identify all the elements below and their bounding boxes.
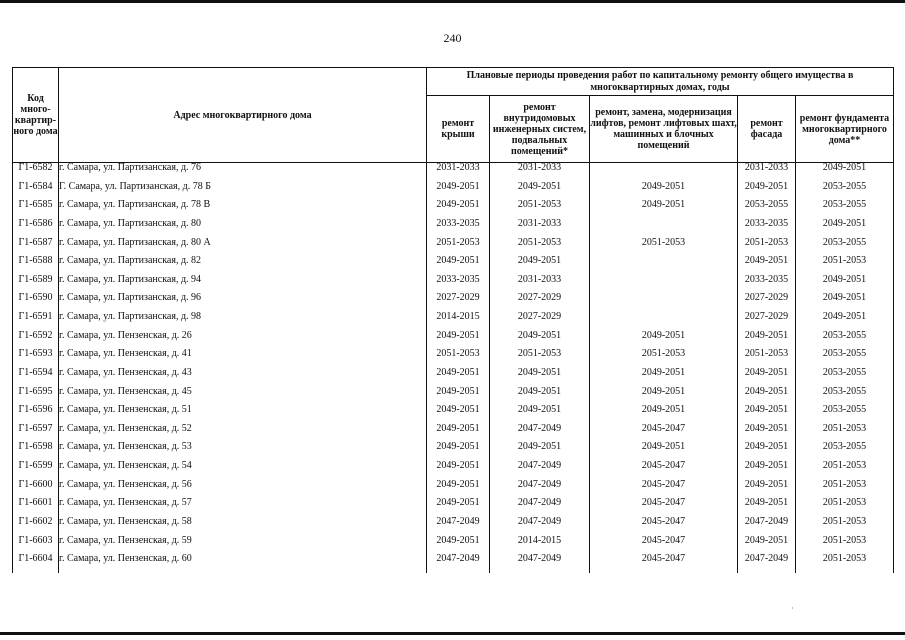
cell-roof-period: 2047-2049 (427, 517, 490, 536)
cell-code: Г1-6590 (13, 293, 59, 312)
repair-schedule-table (12, 67, 894, 573)
cell-address: г. Самара, ул. Пензенская, д. 41 (59, 349, 427, 368)
cell-lifts-period (590, 256, 738, 275)
cell-lifts-period: 2051-2053 (590, 349, 738, 368)
cell-roof-period: 2049-2051 (427, 387, 490, 406)
cell-facade-period: 2049-2051 (738, 480, 796, 499)
cell-lifts-period: 2049-2051 (590, 331, 738, 350)
cell-code: Г1-6601 (13, 498, 59, 517)
table-row (13, 182, 894, 201)
cell-code: Г1-6595 (13, 387, 59, 406)
cell-facade-period: 2049-2051 (738, 331, 796, 350)
table-row (13, 312, 894, 331)
cell-code: Г1-6587 (13, 238, 59, 257)
cell-lifts-period: 2049-2051 (590, 182, 738, 201)
column-header-address: Адрес многоквартирного дома (59, 68, 427, 163)
cell-foundation-period: 2051-2053 (796, 480, 894, 499)
table-row (13, 554, 894, 573)
cell-roof-period: 2031-2033 (427, 163, 490, 182)
cell-address: г. Самара, ул. Партизанская, д. 82 (59, 256, 427, 275)
cell-roof-period: 2049-2051 (427, 405, 490, 424)
cell-lifts-period: 2045-2047 (590, 461, 738, 480)
cell-lifts-period: 2049-2051 (590, 368, 738, 387)
cell-roof-period: 2033-2035 (427, 275, 490, 294)
cell-foundation-period: 2051-2053 (796, 256, 894, 275)
table-row (13, 517, 894, 536)
cell-address: г. Самара, ул. Партизанская, д. 96 (59, 293, 427, 312)
cell-address: г. Самара, ул. Пензенская, д. 60 (59, 554, 427, 573)
cell-foundation-period: 2053-2055 (796, 238, 894, 257)
cell-address: г. Самара, ул. Пензенская, д. 43 (59, 368, 427, 387)
cell-roof-period: 2049-2051 (427, 461, 490, 480)
cell-systems-period: 2031-2033 (490, 275, 590, 294)
cell-lifts-period (590, 275, 738, 294)
cell-foundation-period: 2053-2055 (796, 182, 894, 201)
cell-systems-period: 2049-2051 (490, 405, 590, 424)
cell-roof-period: 2014-2015 (427, 312, 490, 331)
cell-roof-period: 2033-2035 (427, 219, 490, 238)
cell-code: Г1-6586 (13, 219, 59, 238)
cell-facade-period: 2049-2051 (738, 368, 796, 387)
cell-roof-period: 2049-2051 (427, 424, 490, 443)
table-row (13, 275, 894, 294)
table-row (13, 387, 894, 406)
cell-facade-period: 2047-2049 (738, 554, 796, 573)
cell-systems-period: 2027-2029 (490, 293, 590, 312)
scan-dot-mark: ˙ (791, 606, 794, 616)
table-row (13, 480, 894, 499)
cell-foundation-period: 2053-2055 (796, 387, 894, 406)
cell-systems-period: 2049-2051 (490, 368, 590, 387)
cell-facade-period: 2053-2055 (738, 200, 796, 219)
cell-code: Г1-6596 (13, 405, 59, 424)
cell-facade-period: 2051-2053 (738, 238, 796, 257)
cell-lifts-period: 2045-2047 (590, 424, 738, 443)
cell-systems-period: 2027-2029 (490, 312, 590, 331)
column-header-roof: ремонт крыши (427, 96, 490, 163)
cell-foundation-period: 2049-2051 (796, 293, 894, 312)
column-header-facade: ремонт фасада (738, 96, 796, 163)
column-header-lifts: ремонт, замена, модернизация лифтов, ремонт лифтовых шахт, машинных и блочных помещений (590, 96, 738, 163)
cell-systems-period: 2047-2049 (490, 554, 590, 573)
cell-systems-period: 2047-2049 (490, 517, 590, 536)
cell-code: Г1-6592 (13, 331, 59, 350)
cell-address: г. Самара, ул. Партизанская, д. 80 (59, 219, 427, 238)
table-row (13, 405, 894, 424)
cell-facade-period: 2049-2051 (738, 498, 796, 517)
cell-code: Г1-6584 (13, 182, 59, 201)
cell-roof-period: 2049-2051 (427, 480, 490, 499)
cell-foundation-period: 2049-2051 (796, 219, 894, 238)
table-row (13, 163, 894, 182)
cell-roof-period: 2047-2049 (427, 554, 490, 573)
cell-systems-period: 2031-2033 (490, 219, 590, 238)
cell-address: Г. Самара, ул. Партизанская, д. 78 Б (59, 182, 427, 201)
table-row (13, 498, 894, 517)
cell-facade-period: 2049-2051 (738, 256, 796, 275)
cell-lifts-period: 2045-2047 (590, 480, 738, 499)
cell-address: г. Самара, ул. Пензенская, д. 51 (59, 405, 427, 424)
cell-lifts-period: 2049-2051 (590, 200, 738, 219)
column-group-header-periods: Плановые периоды проведения работ по капитальному ремонту общего имущества в многоквартирных домах, годы (427, 68, 894, 96)
cell-foundation-period: 2053-2055 (796, 405, 894, 424)
cell-foundation-period: 2049-2051 (796, 275, 894, 294)
cell-foundation-period: 2049-2051 (796, 312, 894, 331)
cell-systems-period: 2049-2051 (490, 331, 590, 350)
cell-code: Г1-6593 (13, 349, 59, 368)
cell-foundation-period: 2051-2053 (796, 517, 894, 536)
cell-address: г. Самара, ул. Партизанская, д. 80 А (59, 238, 427, 257)
cell-facade-period: 2051-2053 (738, 349, 796, 368)
cell-code: Г1-6585 (13, 200, 59, 219)
cell-systems-period: 2031-2033 (490, 163, 590, 182)
cell-foundation-period: 2053-2055 (796, 349, 894, 368)
cell-roof-period: 2051-2053 (427, 349, 490, 368)
cell-foundation-period: 2053-2055 (796, 200, 894, 219)
cell-systems-period: 2047-2049 (490, 461, 590, 480)
cell-code: Г1-6588 (13, 256, 59, 275)
cell-foundation-period: 2051-2053 (796, 554, 894, 573)
table-row (13, 256, 894, 275)
cell-lifts-period (590, 293, 738, 312)
cell-systems-period: 2049-2051 (490, 387, 590, 406)
cell-address: г. Самара, ул. Партизанская, д. 94 (59, 275, 427, 294)
cell-foundation-period: 2053-2055 (796, 331, 894, 350)
cell-address: г. Самара, ул. Пензенская, д. 53 (59, 442, 427, 461)
cell-lifts-period: 2049-2051 (590, 387, 738, 406)
cell-lifts-period: 2045-2047 (590, 554, 738, 573)
cell-code: Г1-6591 (13, 312, 59, 331)
cell-systems-period: 2051-2053 (490, 238, 590, 257)
cell-roof-period: 2049-2051 (427, 442, 490, 461)
cell-address: г. Самара, ул. Партизанская, д. 98 (59, 312, 427, 331)
cell-roof-period: 2049-2051 (427, 498, 490, 517)
cell-address: г. Самара, ул. Партизанская, д. 76 (59, 163, 427, 182)
cell-foundation-period: 2051-2053 (796, 424, 894, 443)
table-row (13, 331, 894, 350)
cell-facade-period: 2047-2049 (738, 517, 796, 536)
cell-foundation-period: 2049-2051 (796, 163, 894, 182)
cell-code: Г1-6582 (13, 163, 59, 182)
cell-code: Г1-6604 (13, 554, 59, 573)
cell-address: г. Самара, ул. Пензенская, д. 58 (59, 517, 427, 536)
table-row (13, 349, 894, 368)
cell-foundation-period: 2053-2055 (796, 442, 894, 461)
bottom-rule (0, 632, 905, 635)
table-row (13, 424, 894, 443)
cell-code: Г1-6598 (13, 442, 59, 461)
table-body (13, 163, 894, 573)
cell-lifts-period (590, 219, 738, 238)
cell-address: г. Самара, ул. Пензенская, д. 54 (59, 461, 427, 480)
cell-code: Г1-6599 (13, 461, 59, 480)
cell-address: г. Самара, ул. Пензенская, д. 26 (59, 331, 427, 350)
cell-lifts-period: 2045-2047 (590, 536, 738, 555)
cell-roof-period: 2049-2051 (427, 331, 490, 350)
cell-lifts-period (590, 312, 738, 331)
cell-systems-period: 2049-2051 (490, 256, 590, 275)
column-header-engineering-systems: ремонт внутридомовых инженерных систем, подвальных помещений* (490, 96, 590, 163)
cell-roof-period: 2049-2051 (427, 182, 490, 201)
cell-systems-period: 2047-2049 (490, 498, 590, 517)
top-rule (0, 0, 905, 3)
cell-address: г. Самара, ул. Партизанская, д. 78 В (59, 200, 427, 219)
cell-address: г. Самара, ул. Пензенская, д. 56 (59, 480, 427, 499)
cell-code: Г1-6597 (13, 424, 59, 443)
cell-facade-period: 2049-2051 (738, 442, 796, 461)
table-row (13, 219, 894, 238)
cell-systems-period: 2049-2051 (490, 442, 590, 461)
cell-foundation-period: 2051-2053 (796, 498, 894, 517)
cell-address: г. Самара, ул. Пензенская, д. 52 (59, 424, 427, 443)
cell-code: Г1-6589 (13, 275, 59, 294)
cell-address: г. Самара, ул. Пензенская, д. 45 (59, 387, 427, 406)
table-row (13, 461, 894, 480)
cell-roof-period: 2049-2051 (427, 200, 490, 219)
cell-lifts-period: 2049-2051 (590, 405, 738, 424)
table-row (13, 536, 894, 555)
cell-foundation-period: 2053-2055 (796, 368, 894, 387)
table-row (13, 238, 894, 257)
cell-facade-period: 2031-2033 (738, 163, 796, 182)
table-row (13, 293, 894, 312)
cell-lifts-period (590, 163, 738, 182)
cell-code: Г1-6602 (13, 517, 59, 536)
cell-code: Г1-6594 (13, 368, 59, 387)
cell-systems-period: 2051-2053 (490, 200, 590, 219)
cell-lifts-period: 2049-2051 (590, 442, 738, 461)
cell-roof-period: 2051-2053 (427, 238, 490, 257)
table-row (13, 368, 894, 387)
cell-facade-period: 2033-2035 (738, 219, 796, 238)
cell-address: г. Самара, ул. Пензенская, д. 59 (59, 536, 427, 555)
cell-lifts-period: 2051-2053 (590, 238, 738, 257)
cell-roof-period: 2049-2051 (427, 256, 490, 275)
cell-facade-period: 2049-2051 (738, 405, 796, 424)
cell-facade-period: 2027-2029 (738, 312, 796, 331)
cell-facade-period: 2027-2029 (738, 293, 796, 312)
cell-facade-period: 2049-2051 (738, 182, 796, 201)
cell-facade-period: 2049-2051 (738, 461, 796, 480)
cell-facade-period: 2033-2035 (738, 275, 796, 294)
table-row (13, 200, 894, 219)
cell-foundation-period: 2051-2053 (796, 461, 894, 480)
cell-lifts-period: 2045-2047 (590, 517, 738, 536)
cell-facade-period: 2049-2051 (738, 424, 796, 443)
cell-roof-period: 2027-2029 (427, 293, 490, 312)
table-row (13, 442, 894, 461)
cell-code: Г1-6600 (13, 480, 59, 499)
cell-systems-period: 2047-2049 (490, 480, 590, 499)
cell-systems-period: 2014-2015 (490, 536, 590, 555)
cell-facade-period: 2049-2051 (738, 387, 796, 406)
cell-foundation-period: 2051-2053 (796, 536, 894, 555)
column-header-code: Код много-квартир-ного дома (13, 68, 59, 163)
page-number: 240 (443, 31, 462, 45)
cell-code: Г1-6603 (13, 536, 59, 555)
cell-systems-period: 2051-2053 (490, 349, 590, 368)
cell-systems-period: 2047-2049 (490, 424, 590, 443)
cell-roof-period: 2049-2051 (427, 368, 490, 387)
cell-roof-period: 2049-2051 (427, 536, 490, 555)
cell-address: г. Самара, ул. Пензенская, д. 57 (59, 498, 427, 517)
cell-systems-period: 2049-2051 (490, 182, 590, 201)
column-header-foundation: ремонт фундамента многоквартирного дома** (796, 96, 894, 163)
cell-lifts-period: 2045-2047 (590, 498, 738, 517)
cell-facade-period: 2049-2051 (738, 536, 796, 555)
